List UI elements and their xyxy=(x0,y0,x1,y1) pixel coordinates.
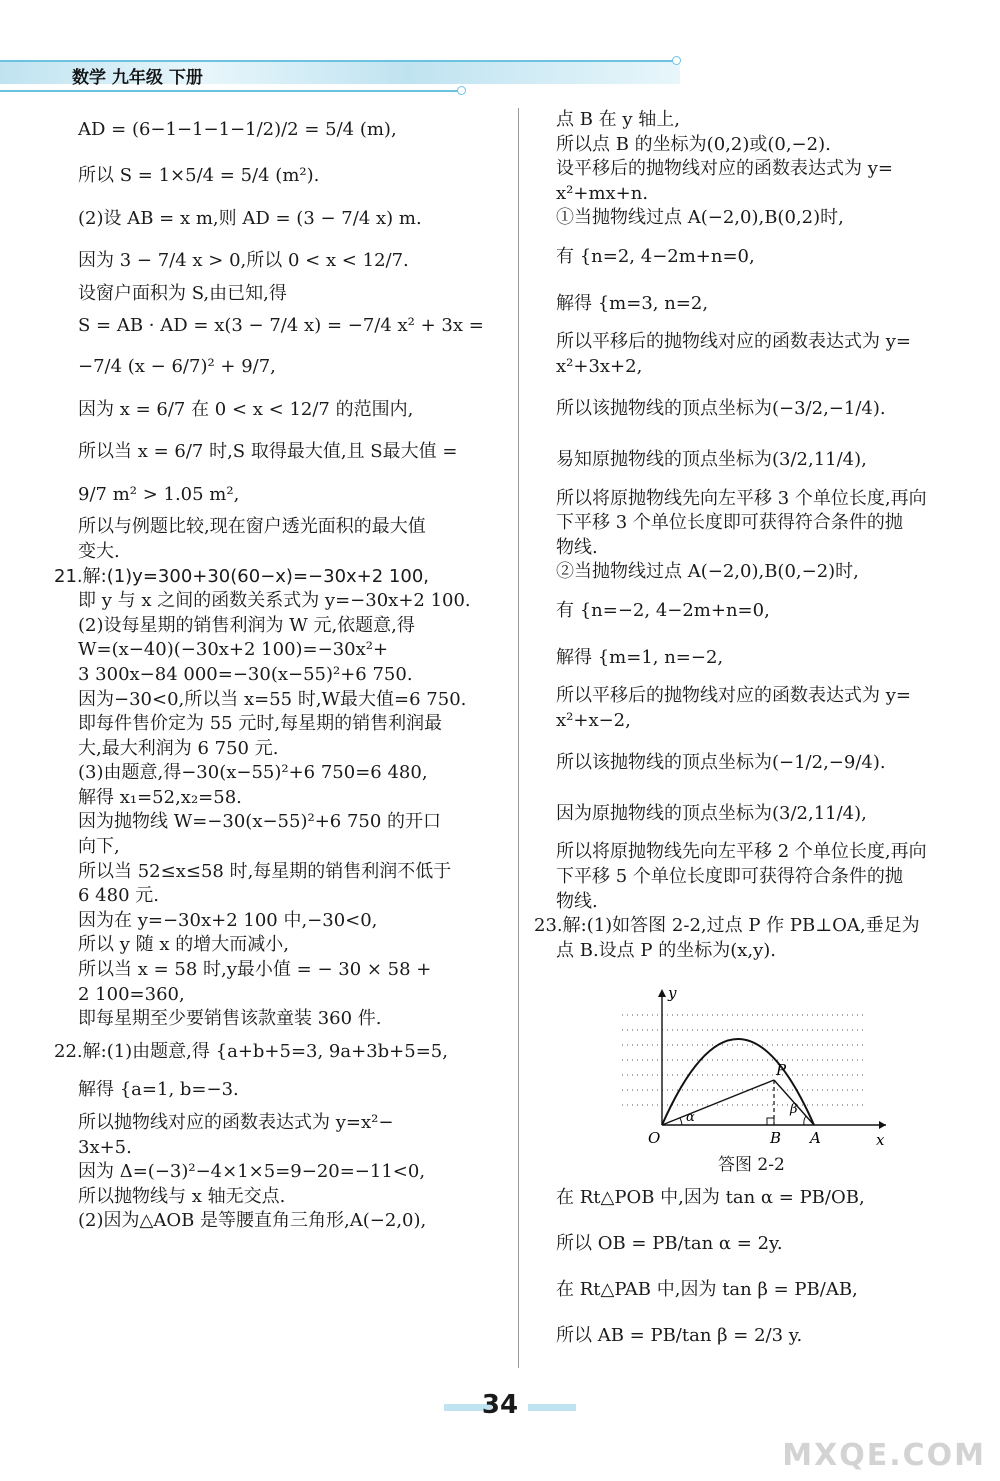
text-line: 设平移后的抛物线对应的函数表达式为 y= xyxy=(556,158,893,180)
parabola-figure xyxy=(614,985,894,1150)
text-line: (2)设 AB = x m,则 AD = (3 − 7/4 x) m. xyxy=(78,207,422,229)
text-line: 23.解:(1)如答图 2-2,过点 P 作 PB⊥OA,垂足为 xyxy=(534,915,920,937)
x-axis-arrow-icon xyxy=(879,1121,886,1129)
text-line: 22.解:(1)由题意,得 {a+b+5=3, 9a+3b+5=5, xyxy=(54,1040,448,1062)
alpha-arc xyxy=(680,1118,682,1125)
text-line: S = AB · AD = x(3 − 7/4 x) = −7/4 x² + 3x = xyxy=(78,315,484,337)
text-line: x²+x−2, xyxy=(556,709,631,731)
text-line: 所以平移后的抛物线对应的函数表达式为 y= xyxy=(556,331,911,353)
text-line: 所以点 B 的坐标为(0,2)或(0,−2). xyxy=(556,133,831,155)
text-line: 解得 {m=1, n=−2, xyxy=(556,646,724,668)
text-line: −7/4 (x − 6/7)² + 9/7, xyxy=(78,355,276,377)
text-line: x²+3x+2, xyxy=(556,355,643,377)
header-dot-icon xyxy=(457,86,466,95)
text-line: 即每件售价定为 55 元时,每星期的销售利润最 xyxy=(78,713,443,735)
header-dot-icon xyxy=(672,56,681,65)
right-column xyxy=(534,108,964,963)
text-line: 在 Rt△PAB 中,因为 tan β = PB/AB, xyxy=(556,1279,858,1300)
text-line: 大,最大利润为 6 750 元. xyxy=(78,737,279,759)
text-line: 所以平移后的抛物线对应的函数表达式为 y= xyxy=(556,685,911,707)
text-line: 所以抛物线与 x 轴无交点. xyxy=(78,1185,286,1207)
text-line: 解得 x₁=52,x₂=58. xyxy=(78,786,242,808)
text-line: 所以 OB = PB/tan α = 2y. xyxy=(556,1233,783,1254)
point-b-label: B xyxy=(770,1129,782,1147)
text-line: 所以当 52≤x≤58 时,每星期的销售利润不低于 xyxy=(78,860,452,882)
text-line: 因为 3 − 7/4 x > 0,所以 0 < x < 12/7. xyxy=(78,250,409,272)
beta-label: β xyxy=(790,1102,798,1117)
point-a-label: A xyxy=(810,1129,821,1147)
text-line: 即 y 与 x 之间的函数关系式为 y=−30x+2 100. xyxy=(78,590,471,612)
text-line: W=(x−40)(−30x+2 100)=−30x²+ xyxy=(78,639,389,661)
text-line: (2)设每星期的销售利润为 W 元,依题意,得 xyxy=(78,614,415,636)
text-line: 所以该抛物线的顶点坐标为(−3/2,−1/4). xyxy=(556,398,886,420)
text-line: 6 480 元. xyxy=(78,885,159,907)
text-line: 下平移 5 个单位长度即可获得符合条件的抛 xyxy=(556,866,903,888)
text-line: 因为−30<0,所以当 x=55 时,W最大值=6 750. xyxy=(78,688,467,710)
text-line: 因为抛物线 W=−30(x−55)²+6 750 的开口 xyxy=(78,811,442,833)
text-line: x²+mx+n. xyxy=(556,182,649,204)
after-figure-block xyxy=(534,1186,964,1348)
alpha-label: α xyxy=(686,1110,695,1125)
text-line: 所以当 x = 6/7 时,S 取得最大值,且 S最大值 = xyxy=(78,441,458,463)
text-line: 所以 AB = PB/tan β = 2/3 y. xyxy=(556,1325,803,1346)
text-line: 所以与例题比较,现在窗户透光面积的最大值 xyxy=(78,516,426,538)
text-line: (3)由题意,得−30(x−55)²+6 750=6 480, xyxy=(78,762,428,784)
dotted-grid xyxy=(622,1015,864,1105)
text-line: 有 {n=2, 4−2m+n=0, xyxy=(556,245,755,267)
origin-label: O xyxy=(648,1129,661,1147)
text-line: 所以 S = 1×5/4 = 5/4 (m²). xyxy=(78,165,320,186)
book-title: 数学 九年级 下册 xyxy=(72,68,203,88)
text-line: 解得 {a=1, b=−3. xyxy=(78,1079,239,1101)
text-line: ①当抛物线过点 A(−2,0),B(0,2)时, xyxy=(556,207,844,229)
text-line: 点 B 在 y 轴上, xyxy=(556,109,681,130)
text-line: 所以该抛物线的顶点坐标为(−1/2,−9/4). xyxy=(556,752,886,774)
text-line: 3 300x−84 000=−30(x−55)²+6 750. xyxy=(78,663,413,685)
text-line: AD = (6−1−1−1−1/2)/2 = 5/4 (m), xyxy=(78,119,397,140)
x-axis-label: x xyxy=(876,1131,885,1149)
beta-arc xyxy=(804,1116,806,1125)
right-angle-mark xyxy=(767,1118,774,1125)
page-number: 34 xyxy=(481,1390,519,1420)
text-line: 设窗户面积为 S,由已知,得 xyxy=(78,282,287,304)
watermark: MXQE.COM xyxy=(782,1438,986,1473)
text-line: 因为在 y=−30x+2 100 中,−30<0, xyxy=(78,909,378,931)
point-p-label: P xyxy=(776,1061,787,1079)
text-line: 在 Rt△POB 中,因为 tan α = PB/OB, xyxy=(556,1187,865,1208)
text-line: 所以 y 随 x 的增大而减小, xyxy=(78,934,289,956)
text-line: 物线. xyxy=(556,890,598,912)
text-line: 所以当 x = 58 时,y最小值 = − 30 × 58 + xyxy=(78,959,432,981)
text-line: 有 {n=−2, 4−2m+n=0, xyxy=(556,599,770,621)
text-line: 9/7 m² > 1.05 m², xyxy=(78,483,240,505)
text-line: 因为 Δ=(−3)²−4×1×5=9−20=−11<0, xyxy=(78,1161,426,1183)
text-line: (2)因为△AOB 是等腰直角三角形,A(−2,0), xyxy=(78,1210,427,1232)
text-line: 因为 x = 6/7 在 0 < x < 12/7 的范围内, xyxy=(78,398,414,420)
text-line: 物线. xyxy=(556,536,598,558)
text-line: 即每星期至少要销售该款童装 360 件. xyxy=(78,1008,382,1030)
text-line: 2 100=360, xyxy=(78,983,185,1005)
y-axis-arrow-icon xyxy=(658,989,666,997)
text-line: ②当抛物线过点 A(−2,0),B(0,−2)时, xyxy=(556,561,859,583)
segment-op xyxy=(662,1080,774,1125)
text-line: 因为原抛物线的顶点坐标为(3/2,11/4), xyxy=(556,802,867,824)
text-line: 易知原抛物线的顶点坐标为(3/2,11/4), xyxy=(556,448,867,470)
text-line: 变大. xyxy=(78,540,120,562)
text-line: 下平移 3 个单位长度即可获得符合条件的抛 xyxy=(556,512,903,534)
text-line: 所以将原抛物线先向左平移 2 个单位长度,再向 xyxy=(556,841,927,863)
left-column xyxy=(54,108,503,1234)
text-line: 3x+5. xyxy=(78,1136,132,1158)
y-axis-label: y xyxy=(668,985,677,1002)
text-line: 点 B.设点 P 的坐标为(x,y). xyxy=(556,939,777,961)
text-line: 解得 {m=3, n=2, xyxy=(556,292,709,314)
figure-caption: 答图 2-2 xyxy=(718,1155,785,1175)
text-line: 向下, xyxy=(78,836,120,858)
text-line: 所以抛物线对应的函数表达式为 y=x²− xyxy=(78,1112,394,1133)
text-line: 所以将原抛物线先向左平移 3 个单位长度,再向 xyxy=(556,487,927,509)
column-divider xyxy=(518,108,519,1368)
header-rule-bottom xyxy=(0,90,460,92)
text-line: 21.解:(1)y=300+30(60−x)=−30x+2 100, xyxy=(54,565,430,587)
